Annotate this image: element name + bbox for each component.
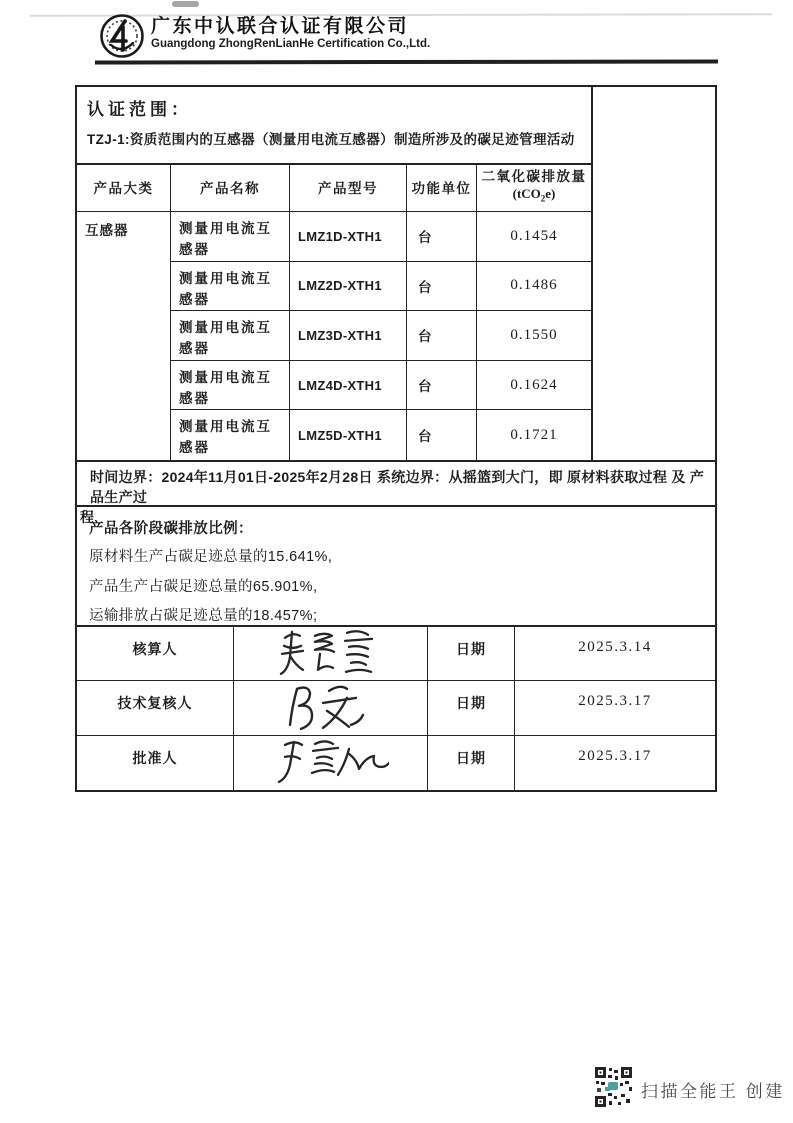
- column-header-emission: [477, 165, 591, 212]
- signature-cell: [234, 627, 428, 681]
- scope-title: 认证范围：: [87, 100, 192, 119]
- proportion-production: 产品生产占碳足迹总量的65.901%,: [89, 578, 318, 595]
- product-name-cell: 测量用电流互感器: [171, 410, 290, 460]
- emission-value-cell: 0.1550: [477, 311, 591, 361]
- emission-value-cell: 0.1454: [477, 212, 591, 262]
- approval-signature-table: [75, 625, 717, 792]
- proportion-transport: 运输排放占碳足迹总量的18.457%;: [89, 608, 318, 624]
- date-value: 2025.3.17: [515, 681, 715, 735]
- product-model-cell: LMZ2D-XTH1: [290, 262, 407, 312]
- proportions-title: 产品各阶段碳排放比例：: [89, 521, 253, 537]
- date-label: 日期: [428, 627, 515, 681]
- role-label: 批准人: [77, 736, 234, 790]
- scope-item: TZJ-1:资质范围内的互感器（测量用电流互感器）制造所涉及的碳足迹管理活动: [87, 132, 575, 147]
- signature-cell: [234, 736, 428, 790]
- product-model-cell: LMZ1D-XTH1: [290, 212, 407, 262]
- functional-unit-cell: 台: [407, 212, 477, 262]
- functional-unit-cell: 台: [407, 361, 477, 411]
- emission-value-cell: 0.1486: [477, 262, 591, 312]
- stage-proportions-box: [75, 505, 717, 627]
- date-value: 2025.3.17: [578, 747, 652, 764]
- proportion-raw-materials: 原材料生产占碳足迹总量的15.641%,: [89, 549, 333, 565]
- product-model-cell: LMZ3D-XTH1: [290, 311, 407, 361]
- boundary-text-line1: 时间边界：2024年11月01日-2025年2月28日 系统边界：从摇篮到大门，即 原材料获取过程 及 产品生产过: [90, 469, 705, 505]
- certification-section: [75, 85, 717, 462]
- company-logo-icon: [98, 12, 146, 60]
- scan-artifact-blob: [172, 1, 199, 7]
- company-name-en: Guangdong ZhongRenLianHe Certification Co.,Ltd.: [151, 38, 431, 50]
- signature-image: [273, 735, 389, 789]
- date-value: 2025.3.14: [515, 627, 715, 681]
- date-label: 日期: [428, 736, 515, 790]
- product-name-cell: 测量用电流互感器: [171, 311, 290, 361]
- product-model-cell: LMZ4D-XTH1: [290, 361, 407, 411]
- emission-header-unit: (tCO$_2$e): [512, 186, 556, 204]
- certification-scope-box: [75, 85, 593, 163]
- company-name-cn: 广东中认联合认证有限公司: [151, 16, 410, 37]
- certification-left-column: [75, 85, 593, 462]
- emission-value-cell: 0.1624: [477, 361, 591, 411]
- boundary-text-line2: 程: [80, 509, 95, 525]
- functional-unit-cell: 台: [407, 262, 477, 312]
- column-header-unit: 功能单位: [407, 165, 477, 212]
- empty-side-cell: [593, 85, 717, 462]
- column-header-name: 产品名称: [171, 165, 290, 212]
- signature-cell: [234, 681, 428, 735]
- product-name-cell: 测量用电流互感器: [171, 212, 290, 262]
- emission-header-line1: 二氧化碳排放量: [481, 169, 587, 185]
- date-label: 日期: [428, 681, 515, 735]
- product-model-cell: LMZ5D-XTH1: [290, 410, 407, 460]
- column-header-model: 产品型号: [290, 165, 407, 212]
- signature-image: [275, 623, 387, 681]
- letterhead-rule: [95, 59, 718, 64]
- product-name-cell: 测量用电流互感器: [171, 262, 290, 312]
- product-name-cell: 测量用电流互感器: [171, 361, 290, 411]
- role-label: 技术复核人: [77, 681, 234, 735]
- emission-value-cell: 0.1721: [510, 426, 558, 443]
- boundary-statement-box: [75, 460, 717, 525]
- camscanner-watermark-text: 扫描全能王 创建: [641, 1082, 785, 1101]
- role-label: 核算人: [77, 627, 234, 681]
- functional-unit-cell: 台: [407, 311, 477, 361]
- category-cell: 互感器: [77, 212, 171, 460]
- signature-image: [279, 679, 383, 735]
- functional-unit-cell: 台: [407, 410, 477, 460]
- product-emission-table: [75, 163, 593, 462]
- camscanner-qr-icon: [594, 1066, 633, 1108]
- column-header-category: 产品大类: [77, 165, 171, 212]
